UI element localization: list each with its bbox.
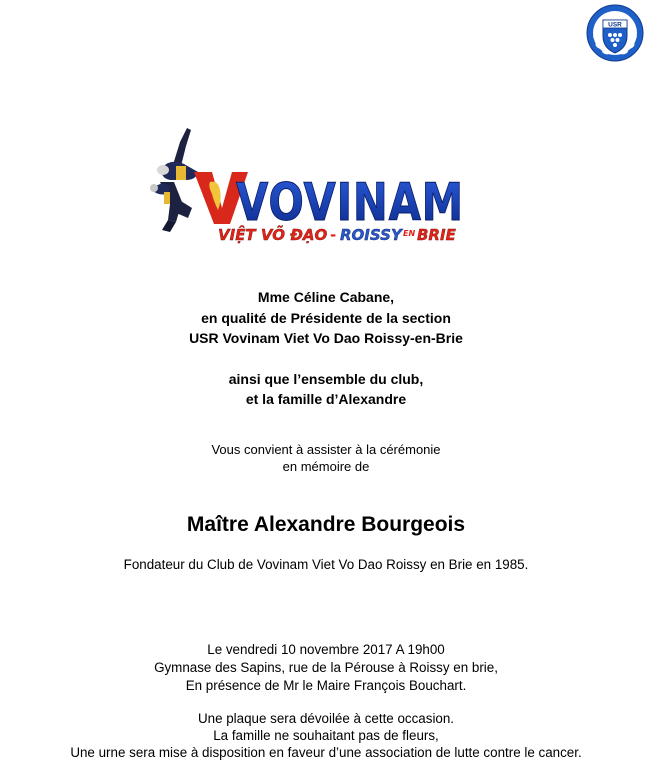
announcer-line-1: Mme Céline Cabane,: [257, 289, 395, 305]
vovinam-logo: [140, 120, 480, 250]
logo-subtitle-roissy: ROISSY: [340, 226, 402, 244]
announcer-line-2: en qualité de Présidente de la section: [201, 310, 451, 326]
fighters-illustration-icon: [150, 128, 198, 232]
event-location-line: Gymnase des Sapins, rue de la Pérouse à Roissy en brie,: [154, 660, 498, 675]
note-line-3: Une urne sera mise à disposition en faveur d’une association de lutte contre le cancer.: [70, 745, 582, 760]
announcer-line-4: ainsi que l’ensemble du club,: [228, 371, 424, 387]
event-date-line: Le vendredi 10 novembre 2017 A 19h00: [207, 642, 445, 657]
logo-subtitle-separator: -: [330, 226, 337, 244]
invitation-line-2: en mémoire de: [282, 459, 370, 474]
logo-subtitle-viet-vo-dao: VIỆT VÕ ĐẠO: [218, 226, 328, 244]
note-line-1: Une plaque sera dévoilée à cette occasion.: [197, 711, 455, 726]
usr-shield-icon: [586, 4, 644, 62]
honoree-description: Fondateur du Club de Vovinam Viet Vo Dao Roissy en Brie en 1985.: [123, 557, 529, 572]
announcer-line-3: USR Vovinam Viet Vo Dao Roissy-en-Brie: [189, 330, 463, 346]
note-line-2: La famille ne souhaitant pas de fleurs,: [213, 728, 439, 743]
event-mayor-line: En présence de Mr le Maire François Bouchart.: [185, 678, 467, 693]
announcer-line-5: et la famille d’Alexandre: [245, 391, 407, 407]
invitation-line-1: Vous convient à assister à la cérémonie: [211, 442, 441, 457]
logo-subtitle-en: EN: [403, 229, 416, 238]
honoree-name: Maître Alexandre Bourgeois: [186, 513, 466, 536]
usr-club-badge: [586, 4, 644, 62]
logo-subtitle-brie: BRIE: [417, 226, 456, 244]
logo-wordmark: VOVINAM: [236, 173, 464, 233]
usr-badge-letters: USR: [608, 21, 622, 29]
